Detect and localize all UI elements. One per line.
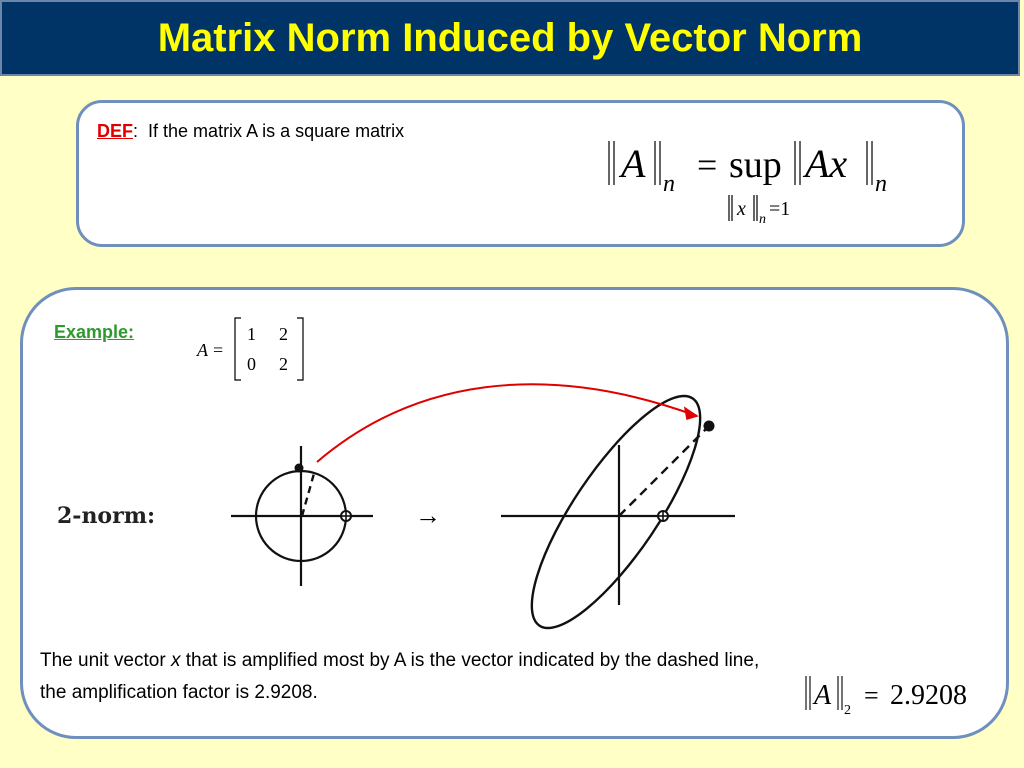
matrix-cell: 1 xyxy=(247,324,256,344)
formula-equals: = xyxy=(697,145,718,185)
constraint-symbol: x xyxy=(737,198,746,220)
matrix-name: A xyxy=(197,340,208,360)
caption-variable: x xyxy=(170,650,181,671)
formula-lhs-subscript: n xyxy=(663,171,675,197)
constraint-subscript: n xyxy=(759,212,766,227)
formula-lhs-symbol: A xyxy=(621,141,646,186)
matrix-cell: 0 xyxy=(247,354,256,374)
result-formula xyxy=(798,670,993,720)
result-subscript: 2 xyxy=(844,703,851,718)
caption-part1: The unit vector xyxy=(40,650,171,671)
formula-rhs-symbol: Ax xyxy=(805,141,848,186)
right-max-point xyxy=(704,421,715,432)
matrix-cell: 2 xyxy=(279,354,288,374)
definition-text xyxy=(97,121,404,142)
matrix-equals: = xyxy=(213,340,224,360)
definition-formula xyxy=(599,133,909,233)
norm-label: 2-norm: xyxy=(57,503,156,529)
left-max-point xyxy=(295,464,304,473)
example-label: Example: xyxy=(54,322,135,342)
mapping-arrow: → xyxy=(415,501,441,530)
left-dashed-vector xyxy=(302,470,315,516)
caption-part2: that is amplified most by A is the vector indicated by the dashed line, the amplification factor is 2.9208. xyxy=(40,650,760,703)
right-dashed-vector xyxy=(619,429,706,516)
definition-panel xyxy=(76,100,965,247)
matrix-cell: 2 xyxy=(279,324,288,344)
caption xyxy=(40,645,760,709)
formula-sup: sup xyxy=(729,144,782,186)
title-bar xyxy=(0,0,1020,76)
red-mapping-curve xyxy=(317,384,697,462)
slide-title: Matrix Norm Induced by Vector Norm xyxy=(157,15,863,60)
definition-separator: : xyxy=(133,121,139,141)
definition-sentence: If the matrix A is a square matrix xyxy=(148,121,405,141)
result-equals: = xyxy=(864,681,879,710)
formula-rhs-subscript: n xyxy=(875,171,887,197)
red-arrowhead xyxy=(685,408,697,419)
constraint-value: =1 xyxy=(769,198,791,220)
definition-label: DEF xyxy=(97,121,133,141)
example-panel xyxy=(20,287,1009,739)
result-value: 2.9208 xyxy=(890,680,967,711)
result-symbol: A xyxy=(814,680,832,711)
